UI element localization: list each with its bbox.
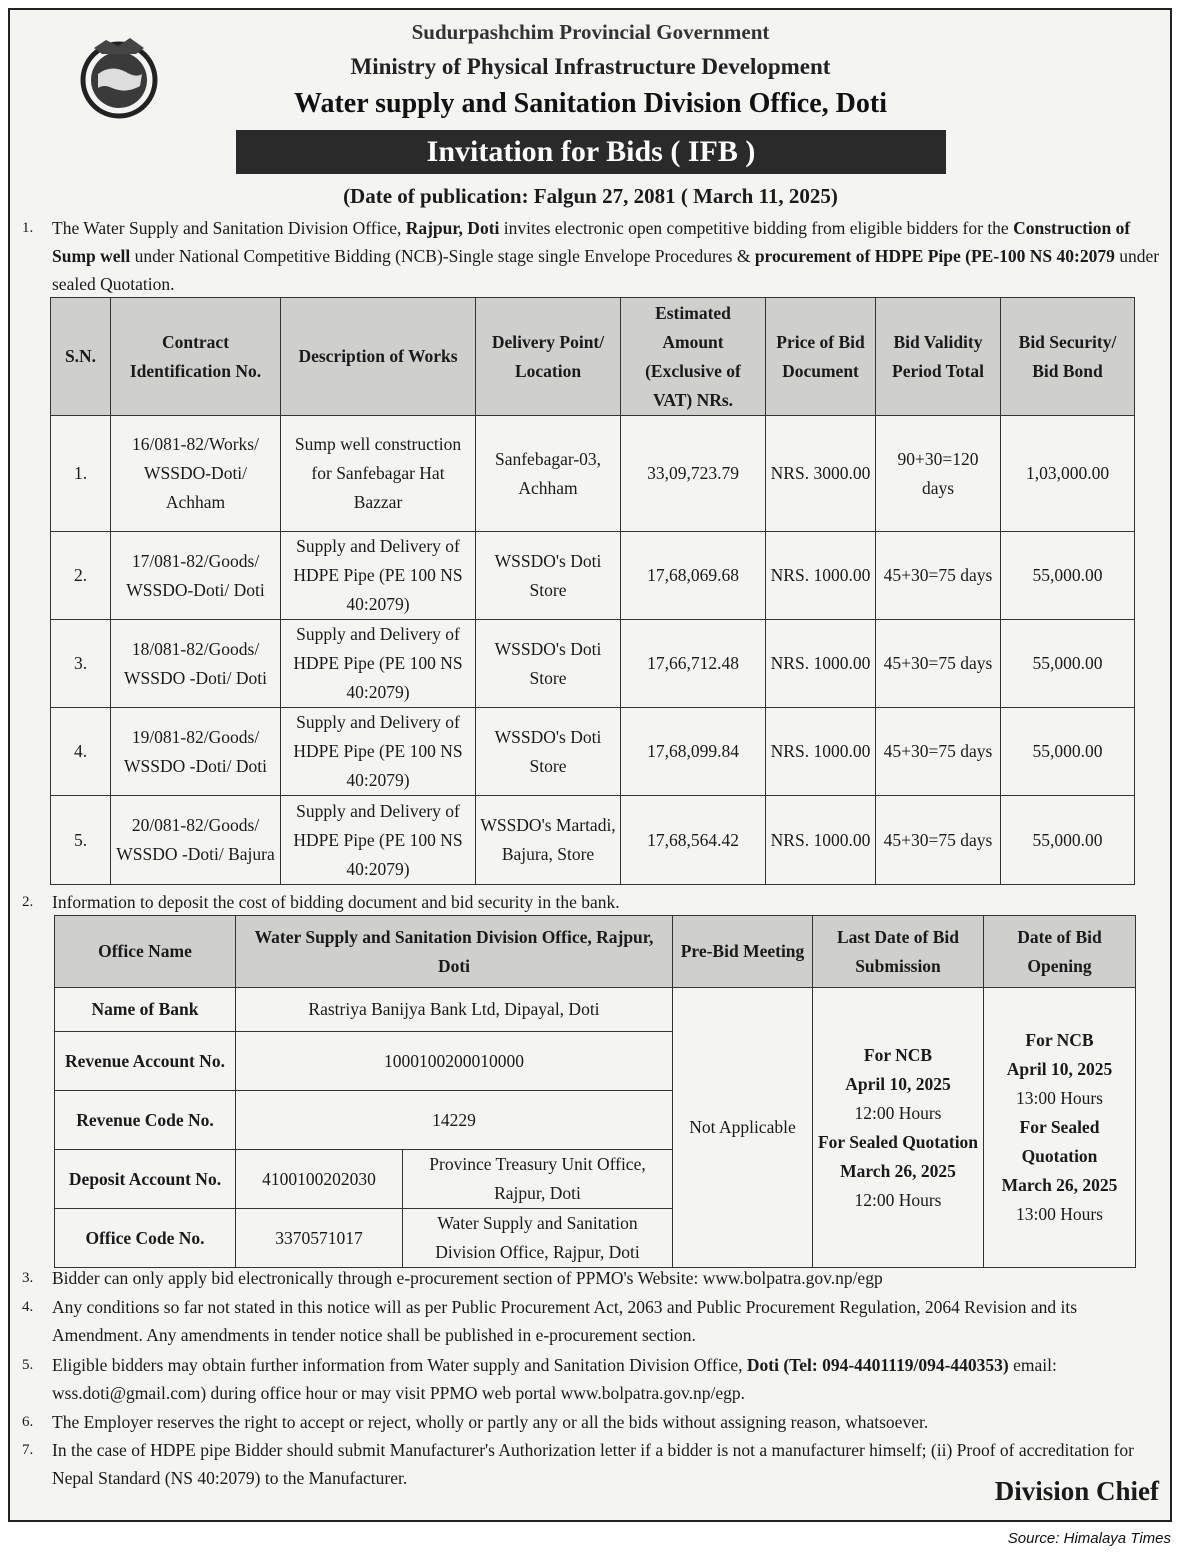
p6-text: The Employer reserves the right to accept or reject, wholly or partly any or all the bids without assigning reason, whatsoever. xyxy=(52,1412,929,1432)
paragraph-number: 7. xyxy=(22,1442,34,1458)
table-cell: 1. xyxy=(51,416,111,532)
table-cell: Sanfebagar-03, Achham xyxy=(476,416,621,532)
p1-text-d: Construction of Sump well xyxy=(52,218,1131,266)
ncb-label: For NCB xyxy=(863,1044,933,1065)
table-cell: 45+30=75 days xyxy=(876,708,1001,796)
col-header: Delivery Point/ Location xyxy=(476,298,621,416)
table-cell: Supply and Delivery of HDPE Pipe (PE 100 NS 40:2079) xyxy=(281,708,476,796)
p5-phone: Doti (Tel: 094-4401119/094-440353) xyxy=(746,1355,1009,1375)
sq-label: For Sealed Quotation xyxy=(817,1131,979,1152)
table-cell: 19/081-82/Goods/ WSSDO -Doti/ Doti xyxy=(111,708,281,796)
sq-time: 12:00 Hours xyxy=(854,1189,942,1210)
deposit-account-label: Deposit Account No. xyxy=(55,1150,236,1209)
opening-date-header: Date of Bid Opening xyxy=(984,916,1136,988)
last-date-value xyxy=(813,988,984,1268)
table-cell: NRS. 1000.00 xyxy=(766,708,876,796)
office-code-value: 3370571017 xyxy=(236,1209,403,1268)
ncb-time: 13:00 Hours xyxy=(1015,1088,1103,1108)
prebid-value: Not Applicable xyxy=(673,988,813,1268)
paragraph-number: 5. xyxy=(22,1357,34,1373)
p1-text-c: invites electronic open competitive bidding from eligible bidders for the xyxy=(499,218,1014,238)
col-header: Bid Validity Period Total xyxy=(876,298,1001,416)
sq-date: March 26, 2025 xyxy=(840,1160,956,1181)
paragraph-number: 2. xyxy=(22,894,34,910)
table-cell: 55,000.00 xyxy=(1001,796,1135,885)
office-name-header: Office Name xyxy=(55,916,236,988)
p1-text-g: (PE-100 NS 40:2079 xyxy=(960,246,1115,266)
table-cell: NRS. 1000.00 xyxy=(766,620,876,708)
table-cell: 2. xyxy=(51,532,111,620)
p1-text-b: Rajpur, Doti xyxy=(405,218,500,238)
table-row xyxy=(51,708,1135,796)
office-code-office: Water Supply and Sanitation Division Office, Rajpur, Doti xyxy=(403,1209,673,1268)
table-cell: WSSDO's Doti Store xyxy=(476,708,621,796)
ncb-label: For NCB xyxy=(1025,1030,1094,1050)
p3-text: Bidder can only apply bid electronically through e-procurement section of PPMO's Website: www.bolpatra.gov.np/egp xyxy=(52,1268,883,1288)
bank-info-table xyxy=(54,915,1136,1268)
p1-text-f: procurement of HDPE Pipe xyxy=(754,246,961,266)
table-cell: 17,68,564.42 xyxy=(621,796,766,885)
prebid-header: Pre-Bid Meeting xyxy=(673,916,813,988)
ifb-banner: Invitation for Bids ( IFB ) xyxy=(236,130,946,174)
table-row xyxy=(51,532,1135,620)
office-code-label: Office Code No. xyxy=(55,1209,236,1268)
table-cell: 17,68,069.68 xyxy=(621,532,766,620)
table-cell: Supply and Delivery of HDPE Pipe (PE 100 NS 40:2079) xyxy=(281,620,476,708)
contracts-table xyxy=(50,297,1135,885)
col-header: Contract Identification No. xyxy=(111,298,281,416)
paragraph-3 xyxy=(22,1264,1162,1292)
publication-date: (Date of publication: Falgun 27, 2081 ( March 11, 2025) xyxy=(343,184,838,208)
paragraph-7 xyxy=(22,1436,1162,1492)
paragraph-2 xyxy=(22,888,1162,916)
table-row xyxy=(51,796,1135,885)
table-cell: WSSDO's Doti Store xyxy=(476,620,621,708)
table-cell: 17/081-82/Goods/ WSSDO-Doti/ Doti xyxy=(111,532,281,620)
col-header: Bid Security/ Bid Bond xyxy=(1001,298,1135,416)
p5-text-c: email: wss.doti@gmail.com) during office hour or may visit PPMO web portal www.bolpatra.gov.np/egp. xyxy=(52,1355,1057,1403)
table-cell: NRS. 1000.00 xyxy=(766,796,876,885)
table-cell: NRS. 1000.00 xyxy=(766,532,876,620)
col-header: Price of Bid Document xyxy=(766,298,876,416)
government-name: Sudurpashchim Provincial Government xyxy=(411,20,770,44)
bank-name-label: Name of Bank xyxy=(55,988,236,1032)
p1-text-a: The Water Supply and Sanitation Division Office, xyxy=(52,218,406,238)
table-cell: 17,68,099.84 xyxy=(621,708,766,796)
table-cell: 90+30=120 days xyxy=(876,416,1001,532)
table-cell: 45+30=75 days xyxy=(876,620,1001,708)
table-cell: 55,000.00 xyxy=(1001,620,1135,708)
paragraph-number: 1. xyxy=(22,220,34,236)
table-cell: 16/081-82/Works/ WSSDO-Doti/ Achham xyxy=(111,416,281,532)
table-cell: 17,66,712.48 xyxy=(621,620,766,708)
revenue-account-value: 1000100200010000 xyxy=(236,1032,673,1091)
signature-title: Division Chief xyxy=(994,1476,1159,1506)
source-credit: Source: Himalaya Times xyxy=(1007,1530,1171,1547)
deposit-office-value: Province Treasury Unit Office, Rajpur, Doti xyxy=(403,1150,673,1209)
office-name: Water supply and Sanitation Division Office, Doti xyxy=(293,88,887,119)
p4-text: Any conditions so far not stated in this notice will as per Public Procurement Act, 2063 and Public Procurement Regulation, 2064 Revision and its Amendment. Any amendments in tender notice shall be published in e-procurement section. xyxy=(52,1297,1078,1345)
p5-text-a: Eligible bidders may obtain further information from Water supply and Sanitation Division Office, xyxy=(52,1355,747,1375)
office-name-value-header: Water Supply and Sanitation Division Office, Rajpur, Doti xyxy=(236,916,673,988)
paragraph-5 xyxy=(22,1351,1162,1407)
table-cell: Supply and Delivery of HDPE Pipe (PE 100 NS 40:2079) xyxy=(281,796,476,885)
table-row xyxy=(51,620,1135,708)
table-cell: 45+30=75 days xyxy=(876,532,1001,620)
paragraph-number: 6. xyxy=(22,1414,34,1430)
paragraph-number: 4. xyxy=(22,1299,34,1315)
col-header: S.N. xyxy=(51,298,111,416)
p1-text-h: under sealed Quotation. xyxy=(52,246,1160,294)
table-cell: 55,000.00 xyxy=(1001,708,1135,796)
col-header: Estimated Amount (Exclusive of VAT) NRs. xyxy=(621,298,766,416)
table-cell: 33,09,723.79 xyxy=(621,416,766,532)
table-cell: WSSDO's Martadi, Bajura, Store xyxy=(476,796,621,885)
ncb-date: April 10, 2025 xyxy=(845,1073,951,1094)
table-cell: 18/081-82/Goods/ WSSDO -Doti/ Doti xyxy=(111,620,281,708)
table-row xyxy=(51,416,1135,532)
sq-label: For Sealed Quotation xyxy=(1019,1117,1100,1166)
paragraph-6 xyxy=(22,1408,1162,1436)
table-cell: 5. xyxy=(51,796,111,885)
table-cell: NRS. 3000.00 xyxy=(766,416,876,532)
revenue-account-label: Revenue Account No. xyxy=(55,1032,236,1091)
table-cell: 3. xyxy=(51,620,111,708)
opening-date-value xyxy=(984,988,1136,1268)
revenue-code-label: Revenue Code No. xyxy=(55,1091,236,1150)
p7-text: In the case of HDPE pipe Bidder should submit Manufacturer's Authorization letter if a bidder is not a manufacturer himself; (ii) Proof of accreditation for Nepal Standard (NS 40:2079) to the Manufacturer. xyxy=(52,1440,1135,1488)
paragraph-1 xyxy=(22,214,1162,298)
ncb-time: 12:00 Hours xyxy=(854,1102,942,1123)
paragraph-4 xyxy=(22,1293,1162,1349)
ministry-name: Ministry of Physical Infrastructure Development xyxy=(350,54,831,79)
table-cell: WSSDO's Doti Store xyxy=(476,532,621,620)
sq-date: March 26, 2025 xyxy=(1001,1175,1118,1195)
p1-text-e: under National Competitive Bidding (NCB)-Single stage single Envelope Procedures & xyxy=(130,246,755,266)
sq-time: 13:00 Hours xyxy=(1015,1204,1103,1224)
table-cell: 20/081-82/Goods/ WSSDO -Doti/ Bajura xyxy=(111,796,281,885)
table-cell: Supply and Delivery of HDPE Pipe (PE 100 NS 40:2079) xyxy=(281,532,476,620)
table-cell: 1,03,000.00 xyxy=(1001,416,1135,532)
last-date-header: Last Date of Bid Submission xyxy=(813,916,984,988)
ncb-date: April 10, 2025 xyxy=(1006,1059,1113,1079)
bank-name-value: Rastriya Banijya Bank Ltd, Dipayal, Doti xyxy=(236,988,673,1032)
table-cell: 45+30=75 days xyxy=(876,796,1001,885)
p2-text: Information to deposit the cost of bidding document and bid security in the bank. xyxy=(52,892,620,912)
paragraph-number: 3. xyxy=(22,1270,34,1286)
revenue-code-value: 14229 xyxy=(236,1091,673,1150)
table-cell: 55,000.00 xyxy=(1001,532,1135,620)
table-cell: Sump well construction for Sanfebagar Hat Bazzar xyxy=(281,416,476,532)
table-cell: 4. xyxy=(51,708,111,796)
col-header: Description of Works xyxy=(281,298,476,416)
deposit-account-value: 4100100202030 xyxy=(236,1150,403,1209)
